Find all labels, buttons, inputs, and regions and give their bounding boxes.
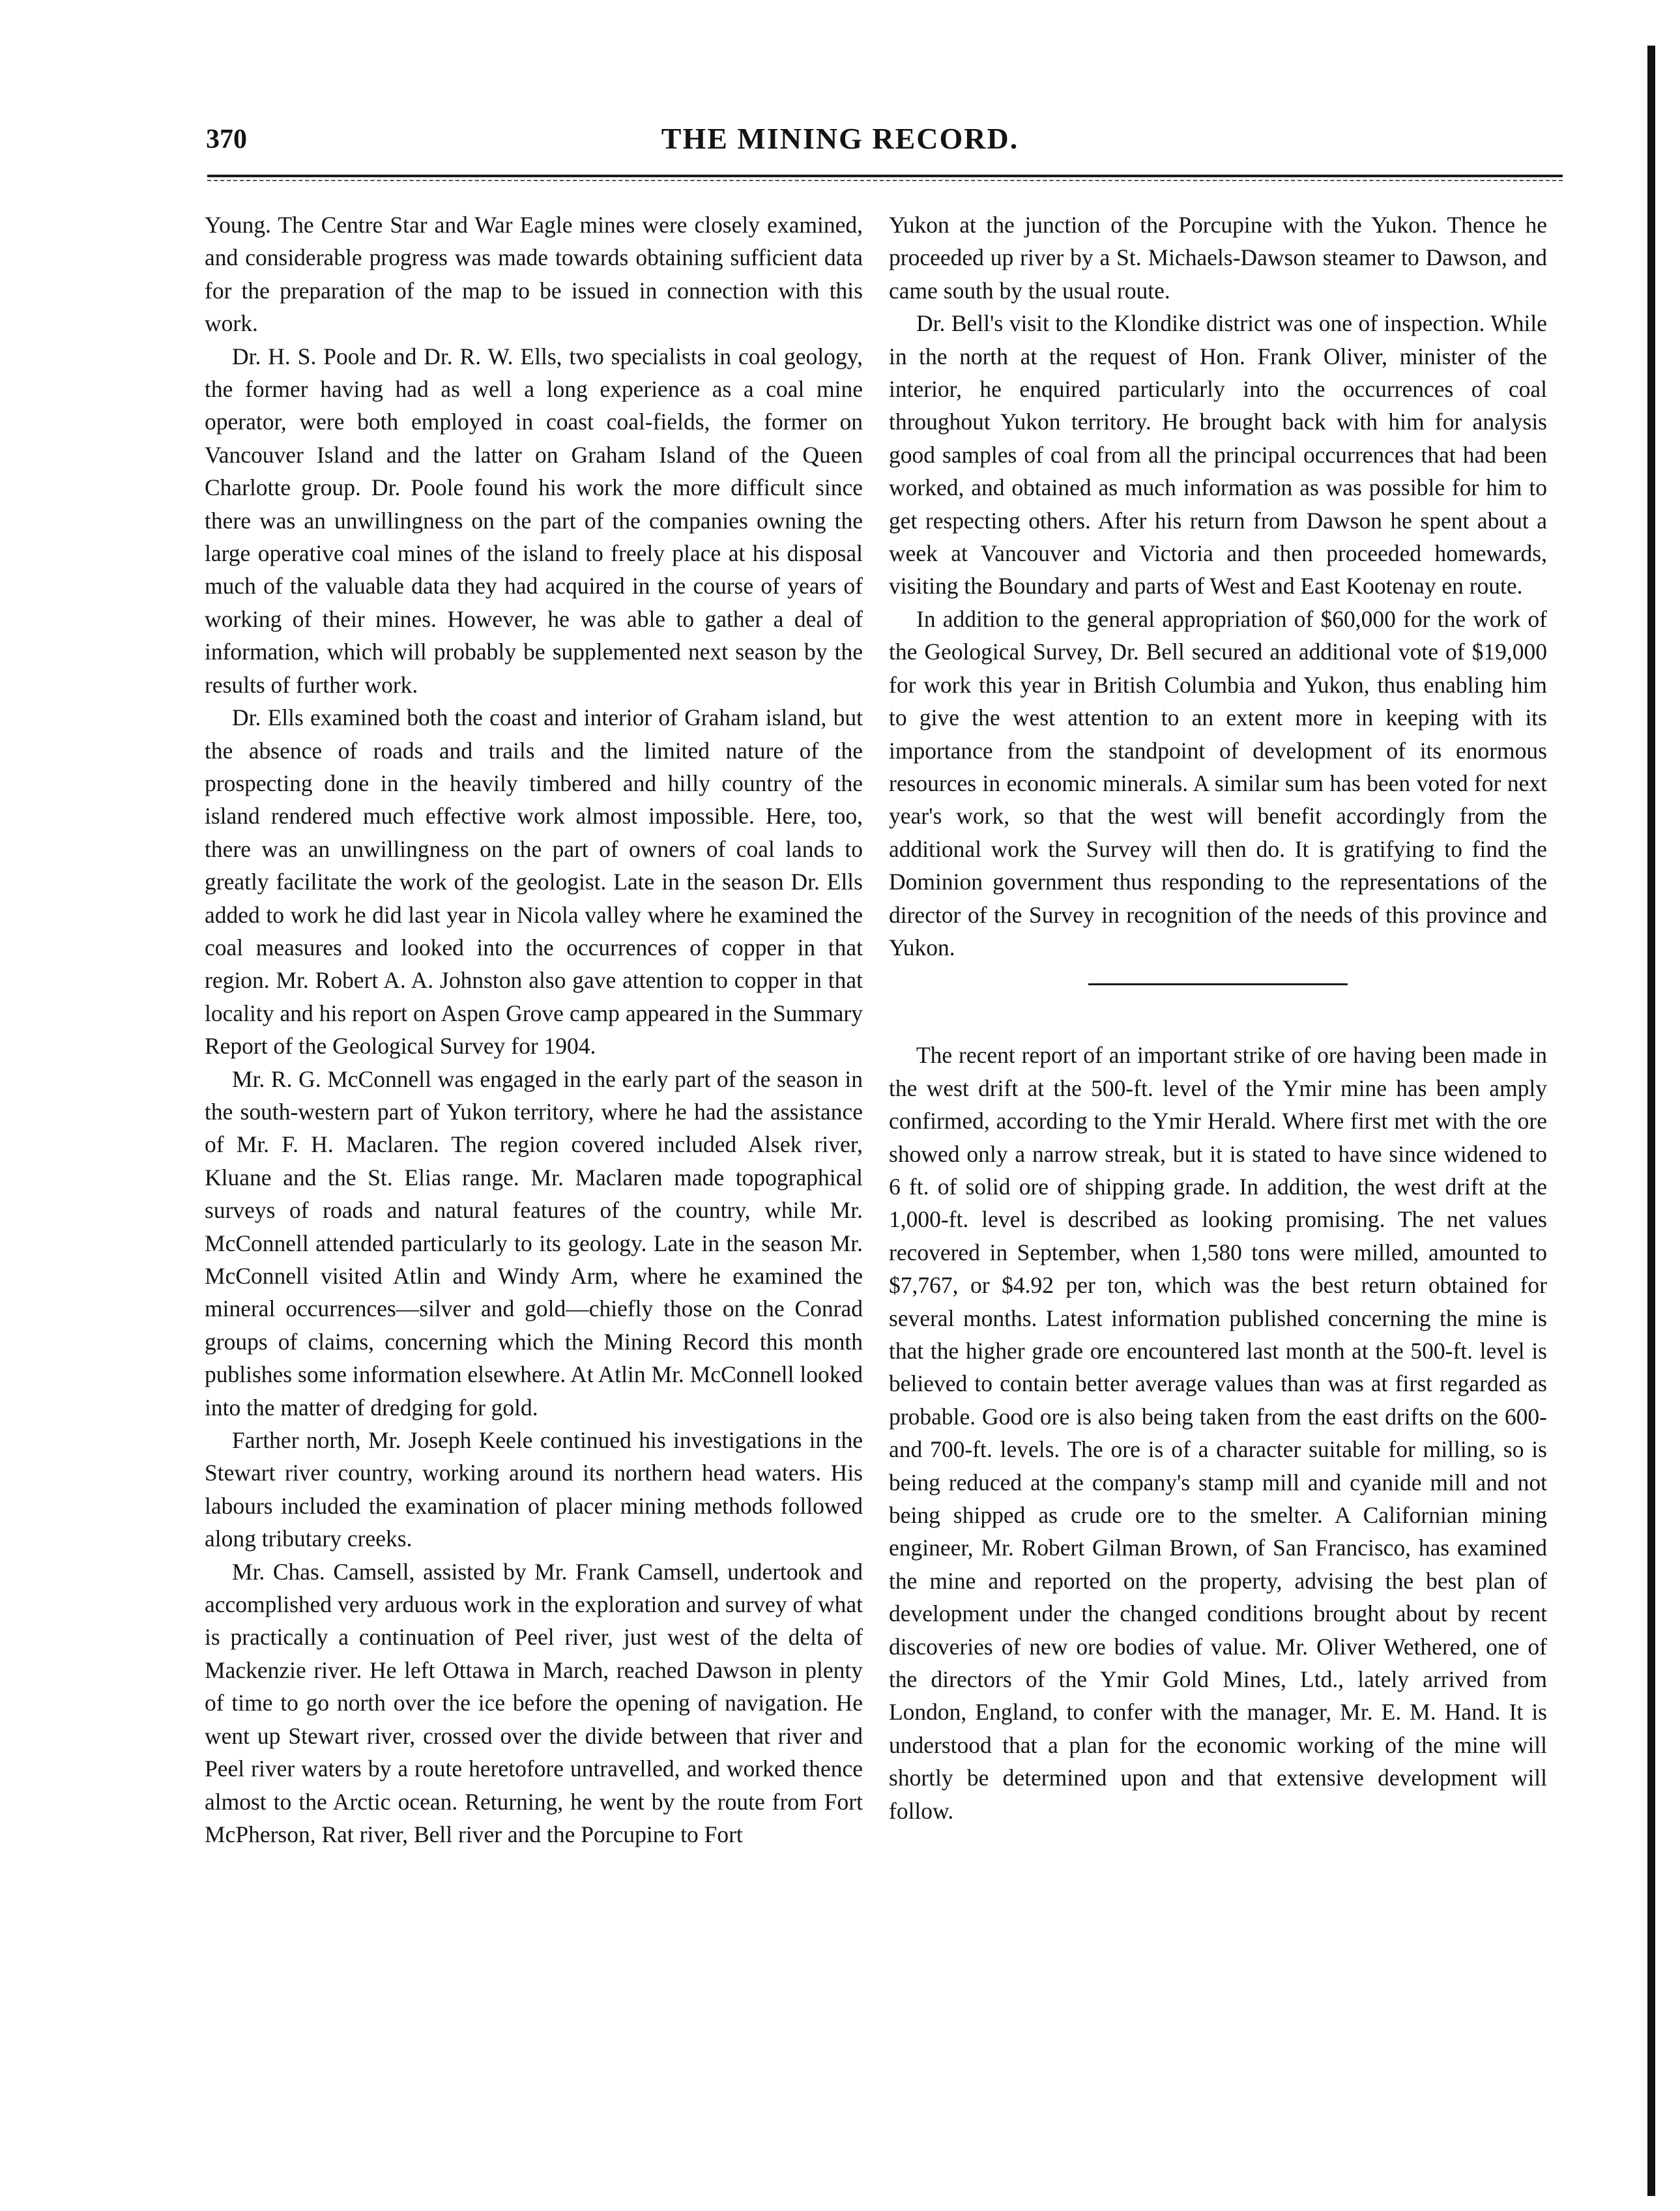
page-edge-shadow: [1647, 46, 1655, 2196]
running-head-title: THE MINING RECORD.: [661, 122, 1019, 155]
paragraph: Farther north, Mr. Joseph Keele continued his investigations in the Stewart river country, working around its northern head waters. His labours included the examination of placer mining methods followed along tributary creeks.: [205, 1427, 863, 1552]
paragraph: Dr. H. S. Poole and Dr. R. W. Ells, two specialists in coal geology, the former having had as well a long experience as a coal mine operator, were both employed in coast coal-fields, the former on Vancouver Island and the latter on Graham Island of the Queen Charlotte group. Dr. Poole found his work the more difficult since there was an unwillingness on the part of the companies owning the large operative coal mines of the island to freely place at his disposal much of the valuable data they had acquired in the course of years of working of their mines. However, he was able to gather a deal of information, which will probably be supplemented next season by the results of further work.: [205, 343, 863, 698]
paragraph: Yukon at the junction of the Porcupine with the Yukon. Thence he proceeded up river by a St. Michaels-Dawson steamer to Dawson, and came south by the usual route.: [889, 212, 1547, 304]
page-number: 370: [206, 124, 247, 154]
header-rule-secondary: [207, 180, 1563, 181]
paragraph: Dr. Bell's visit to the Klondike district was one of inspection. While in the north at the request of Hon. Frank Oliver, minister of the interior, he enquired particularly into the occurrences of coal throughout Yukon territory. He brought back with him for analysis good samples of coal from all the principal occurrences that had been worked, and obtained as much information as was possible for him to get respecting others. After his return from Dawson he spent about a week at Vancouver and Victoria and then proceeded homewards, visiting the Boundary and parts of West and East Kootenay en route.: [889, 310, 1547, 600]
paragraph: In addition to the general appropriation of $60,000 for the work of the Geological Survey, Dr. Bell secured an additional vote of $19,000 for work this year in British Columbia and Yukon, thus enabling him to give the west attention to an extent more in keeping with its importance from the standpoint of development of its enormous resources in economic minerals. A similar sum has been voted for next year's work, so that the west will benefit accordingly from the additional work the Survey will then do. It is gratifying to find the Dominion government thus responding to the representations of the director of the Survey in recognition of the needs of this province and Yukon.: [889, 605, 1547, 961]
header-rule: [207, 175, 1563, 177]
paragraph: Dr. Ells examined both the coast and interior of Graham island, but the absence of roads and trails and the limited nature of the prospecting done in the heavily timbered and hilly country of the island rendered much effective work almost impossible. Here, too, there was an unwillingness on the part of owners of coal lands to greatly facilitate the work of the geologist. Late in the season Dr. Ells added to work he did last year in Nicola valley where he examined the coal measures and looked into the occurrences of copper in that region. Mr. Robert A. A. Johnston also gave attention to copper in that locality and his report on Aspen Grove camp appeared in the Summary Report of the Geological Survey for 1904.: [205, 704, 863, 1060]
left-column: [205, 209, 863, 1851]
paragraph: The recent report of an important strike of ore having been made in the west drift at the 500-ft. level of the Ymir mine has been amply confirmed, according to the Ymir Herald. Where first met with the ore showed only a narrow streak, but it is stated to have since widened to 6 ft. of solid ore of shipping grade. In addition, the west drift at the 1,000-ft. level is described as looking promising. The net values recovered in September, when 1,580 tons were milled, amounted to $7,767, or $4.92 per ton, which was the best return obtained for several months. Latest information published concerning the mine is that the higher grade ore encountered last month at the 500-ft. level is believed to contain better average values than was at first regarded as probable. Good ore is also being taken from the east drifts on the 600- and 700-ft. levels. The ore is of a character suitable for milling, so is being reduced at the company's stamp mill and cyanide mill and not being shipped as crude ore to the smelter. A Californian mining engineer, Mr. Robert Gilman Brown, of San Francisco, has examined the mine and reported on the property, advising the best plan of development under the changed conditions brought about by recent discoveries of new ore bodies of value. Mr. Oliver Wethered, one of the directors of the Ymir Gold Mines, Ltd., lately arrived from London, England, to confer with the manager, Mr. E. M. Hand. It is understood that a plan for the economic working of the mine will shortly be determined upon and that extensive development will follow.: [889, 1042, 1547, 1824]
paragraph: Mr. Chas. Camsell, assisted by Mr. Frank Camsell, undertook and accomplished very arduous work in the exploration and survey of what is practically a continuation of Peel river, just west of the delta of Mackenzie river. He left Ottawa in March, reached Dawson in plenty of time to go north over the ice before the opening of navigation. He went up Stewart river, crossed over the divide between that river and Peel river waters by a route heretofore untravelled, and worked thence almost to the Arctic ocean. Returning, he went by the route from Fort McPherson, Rat river, Bell river and the Porcupine to Fort: [205, 1558, 863, 1847]
paragraph: Young. The Centre Star and War Eagle mines were closely examined, and considerable progress was made towards obtaining sufficient data for the preparation of the map to be issued in connection with this work.: [205, 212, 863, 337]
paragraph: Mr. R. G. McConnell was engaged in the early part of the season in the south-western part of Yukon territory, where he had the assistance of Mr. F. H. Maclaren. The region covered included Alsek river, Kluane and the St. Elias range. Mr. Maclaren made topographical surveys of roads and natural features of the country, while Mr. McConnell attended particularly to its geology. Late in the season Mr. McConnell visited Atlin and Windy Arm, where he examined the mineral occurrences—silver and gold—chiefly those on the Conrad groups of claims, concerning which the Mining Record this month publishes some information elsewhere. At Atlin Mr. McConnell looked into the matter of dredging for gold.: [205, 1065, 863, 1421]
section-divider: [1088, 983, 1348, 985]
right-column: [889, 209, 1547, 1827]
